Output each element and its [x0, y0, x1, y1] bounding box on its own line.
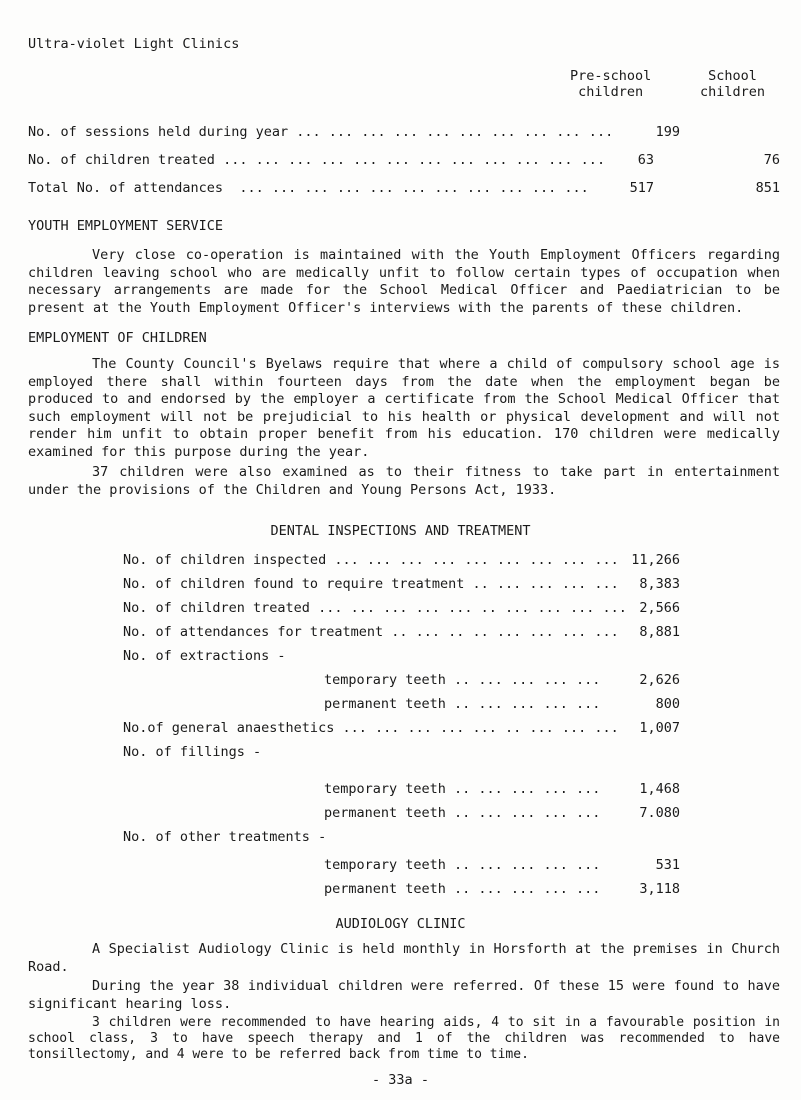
employment-heading: EMPLOYMENT OF CHILDREN	[28, 330, 207, 346]
dental-row-value: 3,118	[639, 881, 680, 897]
dental-row-label: No. of extractions -	[123, 648, 286, 664]
dental-row-value: 7.080	[639, 805, 680, 821]
audiology-paragraph-3: 3 children were recommended to have hearing aids, 4 to sit in a favourable position in school class, 3 to have speech therapy and 1 of the children was recommended to have tonsillectomy, and 4 were to be referred back from time to time.	[28, 1015, 780, 1062]
dental-row-label: No. of children inspected ... ... ... ... ... ... ... ... ...	[123, 552, 619, 568]
uv-col-school-line2: children	[700, 84, 766, 100]
dental-row-label: No. of fillings -	[123, 744, 262, 760]
uv-row-sessions-label: No. of sessions held during year ... ... ... ... ... ... ... ... ... ...	[28, 124, 614, 140]
dental-row-value: 2,566	[639, 600, 680, 616]
uv-title: Ultra-violet Light Clinics	[28, 36, 240, 52]
uv-row-treated-school: 76	[763, 152, 780, 168]
dental-row-label: No. of attendances for treatment .. ... .. .. ... ... ... ...	[123, 624, 619, 640]
uv-row-attendances-label: Total No. of attendances ... ... ... ... ... ... ... ... ... ... ...	[28, 180, 589, 196]
uv-row-treated-label: No. of children treated ... ... ... ... ... ... ... ... ... ... ... ...	[28, 152, 606, 168]
dental-row-value: 8,383	[639, 576, 680, 592]
audiology-paragraph-1: A Specialist Audiology Clinic is held monthly in Horsforth at the premises in Church Road.	[28, 941, 780, 975]
dental-row-label: No. of children treated ... ... ... ... ... .. ... ... ... ...	[123, 600, 627, 616]
page-number: - 33a -	[372, 1072, 429, 1088]
audiology-paragraph-2: During the year 38 individual children were referred. Of these 15 were found to have significant hearing loss.	[28, 978, 780, 1012]
dental-row-label: permanent teeth .. ... ... ... ...	[324, 805, 601, 821]
uv-row-attendances-preschool: 517	[629, 180, 654, 196]
dental-row-value: 531	[655, 857, 680, 873]
dental-row-label: permanent teeth .. ... ... ... ...	[324, 696, 601, 712]
uv-col-preschool	[570, 68, 651, 100]
audiology-heading: AUDIOLOGY CLINIC	[335, 916, 466, 932]
uv-col-school-line1: School	[708, 68, 757, 84]
dental-row-label: permanent teeth .. ... ... ... ...	[324, 881, 601, 897]
uv-col-preschool-line2: children	[578, 84, 644, 100]
dental-row-value: 800	[655, 696, 680, 712]
youth-heading: YOUTH EMPLOYMENT SERVICE	[28, 218, 224, 234]
dental-row-value: 1,007	[639, 720, 680, 736]
dental-row-value: 8,881	[639, 624, 680, 640]
uv-row-attendances-school: 851	[755, 180, 780, 196]
uv-col-school	[700, 68, 765, 100]
dental-row-label: temporary teeth .. ... ... ... ...	[324, 672, 601, 688]
dental-row-label: No. of other treatments -	[123, 829, 327, 845]
dental-heading: DENTAL INSPECTIONS AND TREATMENT	[270, 523, 531, 539]
employment-paragraph-1: The County Council's Byelaws require that where a child of compulsory school age is employed there shall within fourteen days from the date when the employment began be produced to and endorsed by the employer a certificate from the School Medical Officer that such employment will not be prejudicial to his health or physical development and will not render him unfit to obtain proper benefit from his education. 170 children were medically examined for this purpose during the year.	[28, 356, 780, 460]
uv-row-treated-preschool: 63	[637, 152, 654, 168]
youth-paragraph: Very close co-operation is maintained with the Youth Employment Officers regarding children leaving school who are medically unfit to follow certain types of occupation when necessary arrangements are made for the School Medical Officer and Paediatrician to be present at the Youth Employment Officer's interviews with the parents of these children.	[28, 247, 780, 316]
dental-row-label: temporary teeth .. ... ... ... ...	[324, 781, 601, 797]
dental-row-label: temporary teeth .. ... ... ... ...	[324, 857, 601, 873]
dental-row-value: 1,468	[639, 781, 680, 797]
dental-row-label: No.of general anaesthetics ... ... ... ... ... .. ... ... ...	[123, 720, 619, 736]
uv-col-preschool-line1: Pre-school	[570, 68, 652, 84]
dental-row-value: 11,266	[631, 552, 680, 568]
dental-row-value: 2,626	[639, 672, 680, 688]
dental-row-label: No. of children found to require treatment .. ... ... ... ...	[123, 576, 619, 592]
uv-row-sessions-preschool: 199	[655, 124, 680, 140]
employment-paragraph-2: 37 children were also examined as to their fitness to take part in entertainment under the provisions of the Children and Young Persons Act, 1933.	[28, 464, 780, 498]
